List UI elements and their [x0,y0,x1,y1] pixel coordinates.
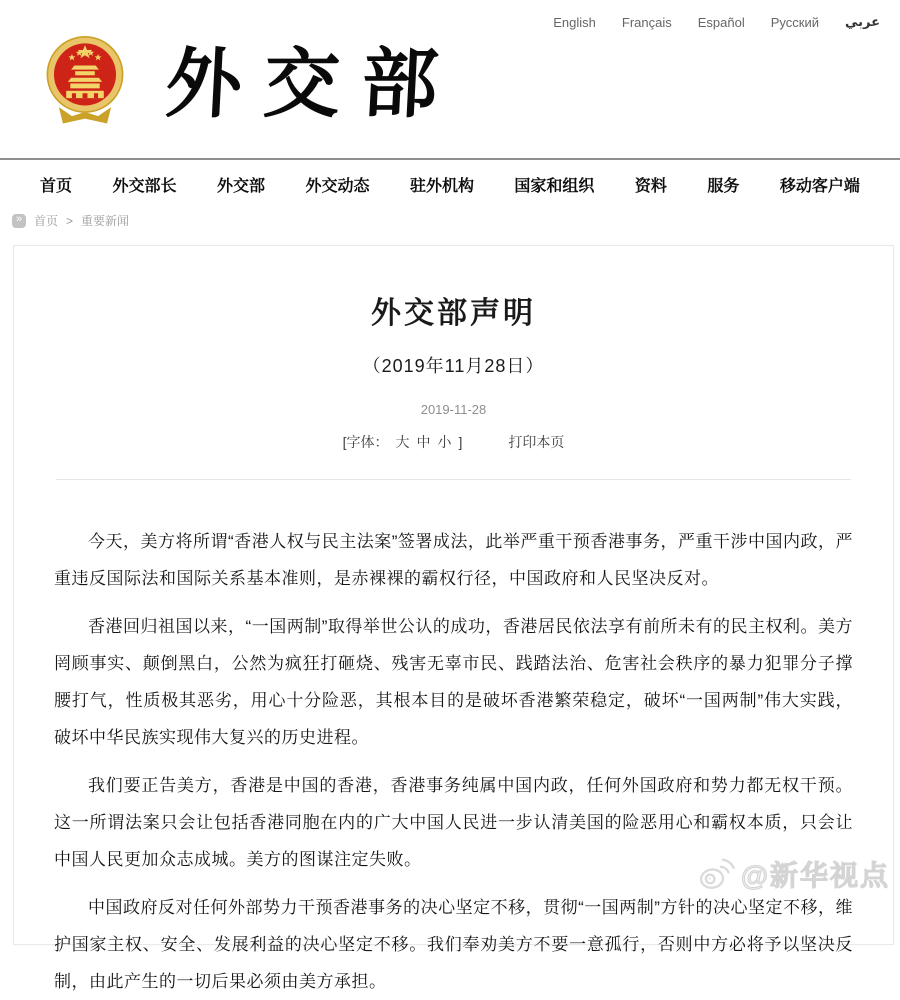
nav-item-countries[interactable]: 国家和组织 [514,178,595,195]
font-control-label-open: [字体： [342,434,389,450]
article-date: 2019-11-28 [420,402,487,417]
breadcrumb-current: 重要新闻 [81,214,130,228]
breadcrumb-chevrons-icon: » [12,214,26,228]
nav-item-services[interactable]: 服务 [707,178,740,195]
font-size-small-button[interactable]: 小 [437,434,452,450]
national-emblem-logo[interactable] [44,32,126,130]
watermark-text: @新华视点 [740,860,890,892]
article-panel [13,245,894,991]
font-size-medium-button[interactable]: 中 [416,434,431,450]
font-size-control [343,432,463,452]
print-page-button[interactable]: 打印本页 [508,434,565,450]
main-nav [0,158,900,208]
article-subtitle: （2019年11月28日） [362,356,545,376]
article-toolbar [14,432,893,452]
article-paragraph: 中国政府反对任何外部势力干预香港事务的决心坚定不移，贯彻“一国两制”方针的决心坚定不移，维护国家主权、安全、发展利益的决心坚定不移。我们奉劝美方不要一意孤行，否则中方必将予以坚决反制，由此产生的一切后果必须由美方承担。 [54,898,853,991]
nav-item-home[interactable]: 首页 [40,178,73,195]
font-size-large-button[interactable]: 大 [395,434,410,450]
lang-link-francais[interactable]: Français [621,14,672,30]
lang-link-english[interactable]: English [553,14,596,30]
lang-link-russian[interactable]: Русский [770,14,819,30]
lang-link-espanol[interactable]: Español [697,14,745,30]
article-body [14,480,893,1000]
nav-item-missions[interactable]: 驻外机构 [409,178,474,195]
language-bar [553,14,880,30]
font-control-label-close: ] [458,434,463,450]
breadcrumb [12,212,900,229]
nav-item-mobile[interactable]: 移动客户端 [779,178,860,195]
site-title-calligraphy: 外交部 [163,39,463,128]
nav-item-minister[interactable]: 外交部长 [112,178,177,195]
nav-item-activities[interactable]: 外交动态 [305,178,370,195]
breadcrumb-home-link[interactable]: 首页 [34,214,59,228]
lang-link-arabic[interactable]: عربي [844,14,880,29]
breadcrumb-separator: > [66,213,74,228]
article-paragraph: 我们要正告美方，香港是中国的香港，香港事务纯属中国内政，任何外国政府和势力都无权干预。这一所谓法案只会让包括香港同胞在内的广大中国人民进一步认清美国的险恶用心和霸权本质，只会让中国人民更加众志成城。美方的图谋注定失败。 [54,776,853,869]
nav-item-resources[interactable]: 资料 [634,178,667,195]
article-title: 外交部声明 [371,297,536,330]
article-paragraph: 香港回归祖国以来，“一国两制”取得举世公认的成功，香港居民依法享有前所未有的民主权利。美方罔顾事实、颠倒黑白，公然为疯狂打砸烧、残害无辜市民、践踏法治、危害社会秩序的暴力犯罪分子撑腰打气，性质极其恶劣，用心十分险恶，其根本目的是破坏香港繁荣稳定，破坏“一国两制”伟大实践，破坏中华民族实现伟大复兴的历史进程。 [54,617,853,747]
article-paragraph: 今天，美方将所谓“香港人权与民主法案”签署成法，此举严重干预香港事务，严重干涉中国内政，严重违反国际法和国际关系基本准则，是赤裸裸的霸权行径，中国政府和人民坚决反对。 [54,532,853,588]
nav-item-ministry[interactable]: 外交部 [216,178,265,195]
